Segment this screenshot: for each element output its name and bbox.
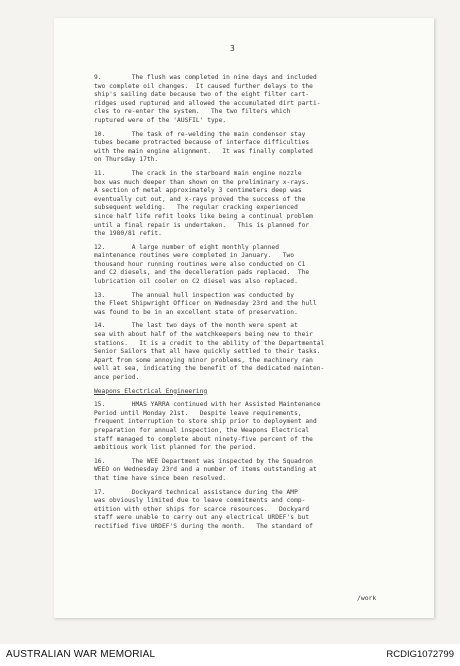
text-line: until a final repair is undertaken. This is planned for — [94, 221, 310, 229]
text-line: the 1980/81 refit. — [94, 230, 162, 238]
section-heading: Weapons Electrical Engineering — [94, 387, 208, 395]
archive-footer — [0, 644, 460, 666]
text-line: etition with other ships for scarce resources. Dockyard — [94, 505, 310, 513]
text-line: frequent interruption to store ship prior to deployment and — [94, 418, 317, 426]
paragraph — [94, 170, 394, 239]
text-line: 14. The last two days of the month were spent at — [94, 322, 298, 330]
text-line: was found to be in an excellent state of preservation. — [94, 308, 298, 316]
text-line: two complete oil changes. It caused further delays to the — [94, 82, 313, 90]
text-line: staff were unable to carry out any electrical URDEF's but — [94, 514, 310, 522]
document-body — [94, 74, 394, 537]
paragraph — [94, 131, 394, 165]
archive-name: AUSTRALIAN WAR MEMORIAL — [6, 649, 156, 660]
text-line: the Fleet Shipwright Officer on Wednesday 23rd and the hull — [94, 300, 317, 308]
text-line: that time have since been resolved. — [94, 474, 227, 482]
text-line: maintenance routines were completed in January. Two — [94, 252, 295, 260]
text-line: eventually cut out, and x-rays proved the success of the — [94, 195, 306, 203]
text-line: 16. The WEE Department was inspected by the Squadron — [94, 457, 313, 465]
text-line: 9. The flush was completed in nine days and included — [94, 74, 317, 81]
text-line: well at sea, indicating the benefit of the dedicated mainten- — [94, 365, 325, 373]
text-line: ridges used ruptured and allowed the accumulated dirt parti- — [94, 99, 321, 107]
paragraph — [94, 401, 394, 453]
text-line: on Thursday 17th. — [94, 156, 159, 164]
paragraph — [94, 292, 394, 318]
text-line: Apart from some annoying minor problems, the machinery ran — [94, 356, 313, 364]
text-line: Period until Monday 21st. Despite leave requirements, — [94, 409, 302, 417]
document-page — [54, 18, 434, 618]
text-line: 17. Dockyard technical assistance during the AMP — [94, 488, 298, 496]
text-line: ance period. — [94, 374, 140, 381]
text-line: stations. It is a credit to the ability of the Departmental — [94, 339, 325, 347]
text-line: WEEO on Wednesday 23rd and a number of items outstanding at — [94, 466, 317, 474]
text-line: rectified five URDEF'S during the month. The standard of — [94, 522, 313, 530]
text-line: subsequent welding. The regular cracking experienced — [94, 204, 298, 212]
paragraph — [94, 74, 394, 126]
paragraph — [94, 489, 394, 532]
text-line: thousand hour running routines were also conducted on C1 — [94, 260, 306, 268]
text-line: 13. The annual hull inspection was conducted by — [94, 291, 295, 299]
text-line: cles to re-enter the system. The two filters which — [94, 108, 291, 116]
archive-reference: RCDIG1072799 — [386, 649, 454, 660]
text-line: since half life refit looks like being a continual problem — [94, 212, 313, 220]
text-line: ship's sailing date because two of the eight filter cart- — [94, 91, 310, 99]
text-line: was obviously limited due to leave commitments and comp- — [94, 497, 306, 505]
text-line: 11. The crack in the starboard main engine nozzle — [94, 169, 302, 177]
text-line: with the main engine alignment. It was finally completed — [94, 147, 313, 155]
page-number: 3 — [230, 44, 235, 53]
text-line: ambitious work list planned for the period. — [94, 444, 257, 452]
text-line: tubes became protracted because of interface difficulties — [94, 139, 310, 147]
paragraph — [94, 458, 394, 484]
text-line: ruptured were of the 'AUSFIL' type. — [94, 116, 227, 124]
text-line: 12. A large number of eight monthly planned — [94, 243, 279, 251]
text-line: and C2 diesels, and the decelleration pads replaced. The — [94, 269, 310, 277]
text-line: lubrication oil cooler on C2 diesel was also replaced. — [94, 278, 298, 286]
text-line: Senior Sailors that all have quickly settled to their tasks. — [94, 348, 321, 356]
paragraph — [94, 322, 394, 382]
text-line: sea with about half of the watchkeepers being new to their — [94, 331, 313, 339]
text-line: 15. HMAS YARRA continued with her Assisted Maintenance — [94, 401, 321, 409]
paragraph — [94, 244, 394, 287]
text-line: A section of metal approximately 3 centimeters deep was — [94, 187, 302, 195]
text-line: box was much deeper than shown on the preliminary x-rays. — [94, 178, 310, 186]
continuation-catchword: /work — [357, 594, 377, 602]
text-line: staff managed to complete about ninety-five percent of the — [94, 435, 313, 443]
text-line: 10. The task of re-welding the main condensor stay — [94, 130, 306, 138]
text-line: preparation for annual inspection, the Weapons Electrical — [94, 426, 310, 434]
